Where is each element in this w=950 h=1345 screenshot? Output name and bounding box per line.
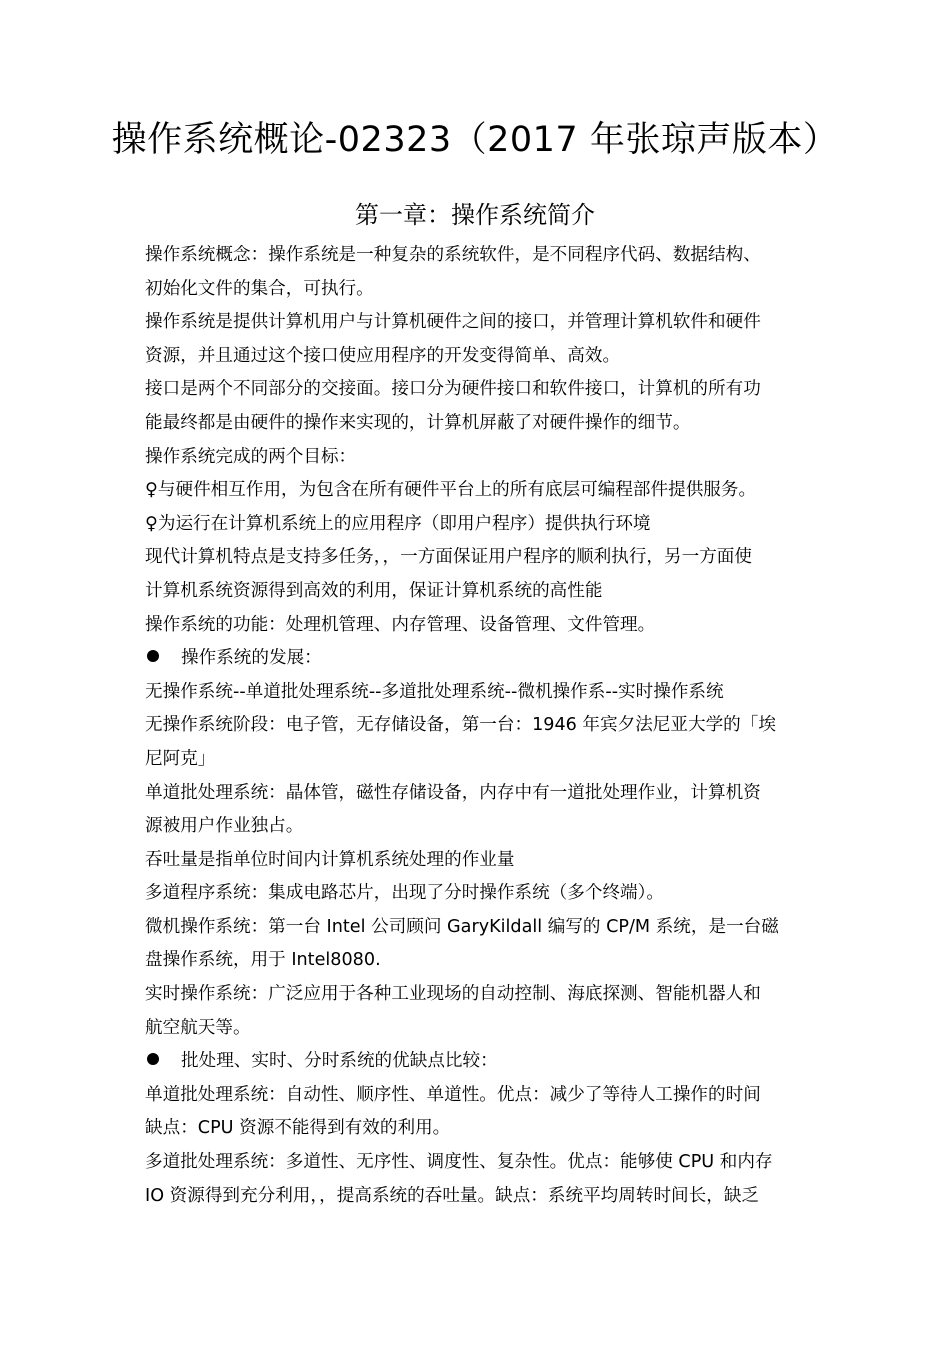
text-line: 接口是两个不同部分的交接面。接口分为硬件接口和软件接口，计算机的所有功 bbox=[145, 379, 761, 400]
bullet-icon bbox=[147, 1053, 159, 1065]
text-line: ♀为运行在计算机系统上的应用程序（即用户程序）提供执行环境 bbox=[145, 513, 651, 534]
text-line: 操作系统的功能：处理机管理、内存管理、设备管理、文件管理。 bbox=[145, 614, 656, 635]
bullet-icon bbox=[147, 650, 159, 662]
text-line: 单道批处理系统：晶体管，磁性存储设备，内存中有一道批处理作业，计算机资 bbox=[145, 782, 761, 803]
text-line: 现代计算机特点是支持多任务，，一方面保证用户程序的顺利执行，另一方面使 bbox=[145, 547, 752, 568]
text-line: IO 资源得到充分利用，，提高系统的吞吐量。缺点：系统平均周转时间长，缺乏 bbox=[145, 1185, 760, 1206]
document-title: 操作系统概论-02323（2017 年张琼声版本） bbox=[111, 120, 839, 160]
text-line: 无操作系统--单道批处理系统--多道批处理系统--微机操作系--实时操作系统 bbox=[145, 681, 724, 702]
text-line: ♀与硬件相互作用，为包含在所有硬件平台上的所有底层可编程部件提供服务。 bbox=[145, 480, 757, 501]
chapter-title: 第一章：操作系统简介 bbox=[355, 201, 595, 229]
text-line: 微机操作系统：第一台 Intel 公司顾问 GaryKildall 编写的 CP/M 系统，是一台磁 bbox=[145, 916, 779, 937]
text-line: 资源，并且通过这个接口使应用程序的开发变得简单、高效。 bbox=[145, 345, 621, 366]
text-line: 缺点：CPU 资源不能得到有效的利用。 bbox=[145, 1118, 451, 1139]
text-line: 操作系统完成的两个目标： bbox=[145, 446, 357, 467]
bullet-text: 批处理、实时、分时系统的优缺点比较： bbox=[181, 1051, 498, 1072]
text-line: 单道批处理系统：自动性、顺序性、单道性。优点：减少了等待人工操作的时间 bbox=[145, 1084, 761, 1105]
text-line: 多道程序系统：集成电路芯片，出现了分时操作系统（多个终端）。 bbox=[145, 883, 665, 904]
text-line: 盘操作系统，用于 Intel8080. bbox=[145, 950, 381, 971]
text-line: 尼阿克」 bbox=[145, 748, 216, 769]
bullet-text: 操作系统的发展： bbox=[181, 648, 322, 669]
text-line: 计算机系统资源得到高效的利用，保证计算机系统的高性能 bbox=[145, 580, 603, 601]
text-line: 无操作系统阶段：电子管，无存储设备，第一台：1946 年宾夕法尼亚大学的「埃 bbox=[145, 715, 776, 736]
text-line: 操作系统概念：操作系统是一种复杂的系统软件，是不同程序代码、数据结构、 bbox=[145, 245, 761, 265]
text-line: 初始化文件的集合，可执行。 bbox=[145, 278, 374, 299]
text-line: 实时操作系统：广泛应用于各种工业现场的自动控制、海底探测、智能机器人和 bbox=[145, 984, 761, 1005]
text-line: 吞吐量是指单位时间内计算机系统处理的作业量 bbox=[145, 849, 515, 870]
text-line: 源被用户作业独占。 bbox=[145, 816, 304, 837]
text-line: 航空航天等。 bbox=[145, 1017, 251, 1038]
document-body bbox=[145, 239, 810, 1213]
text-line: 多道批处理系统：多道性、无序性、调度性、复杂性。优点：能够使 CPU 和内存 bbox=[145, 1152, 773, 1173]
text-line: 操作系统是提供计算机用户与计算机硬件之间的接口，并管理计算机软件和硬件 bbox=[145, 312, 761, 333]
bullet-item bbox=[145, 1045, 810, 1079]
bullet-item bbox=[145, 642, 810, 676]
text-line: 能最终都是由硬件的操作来实现的，计算机屏蔽了对硬件操作的细节。 bbox=[145, 412, 691, 433]
